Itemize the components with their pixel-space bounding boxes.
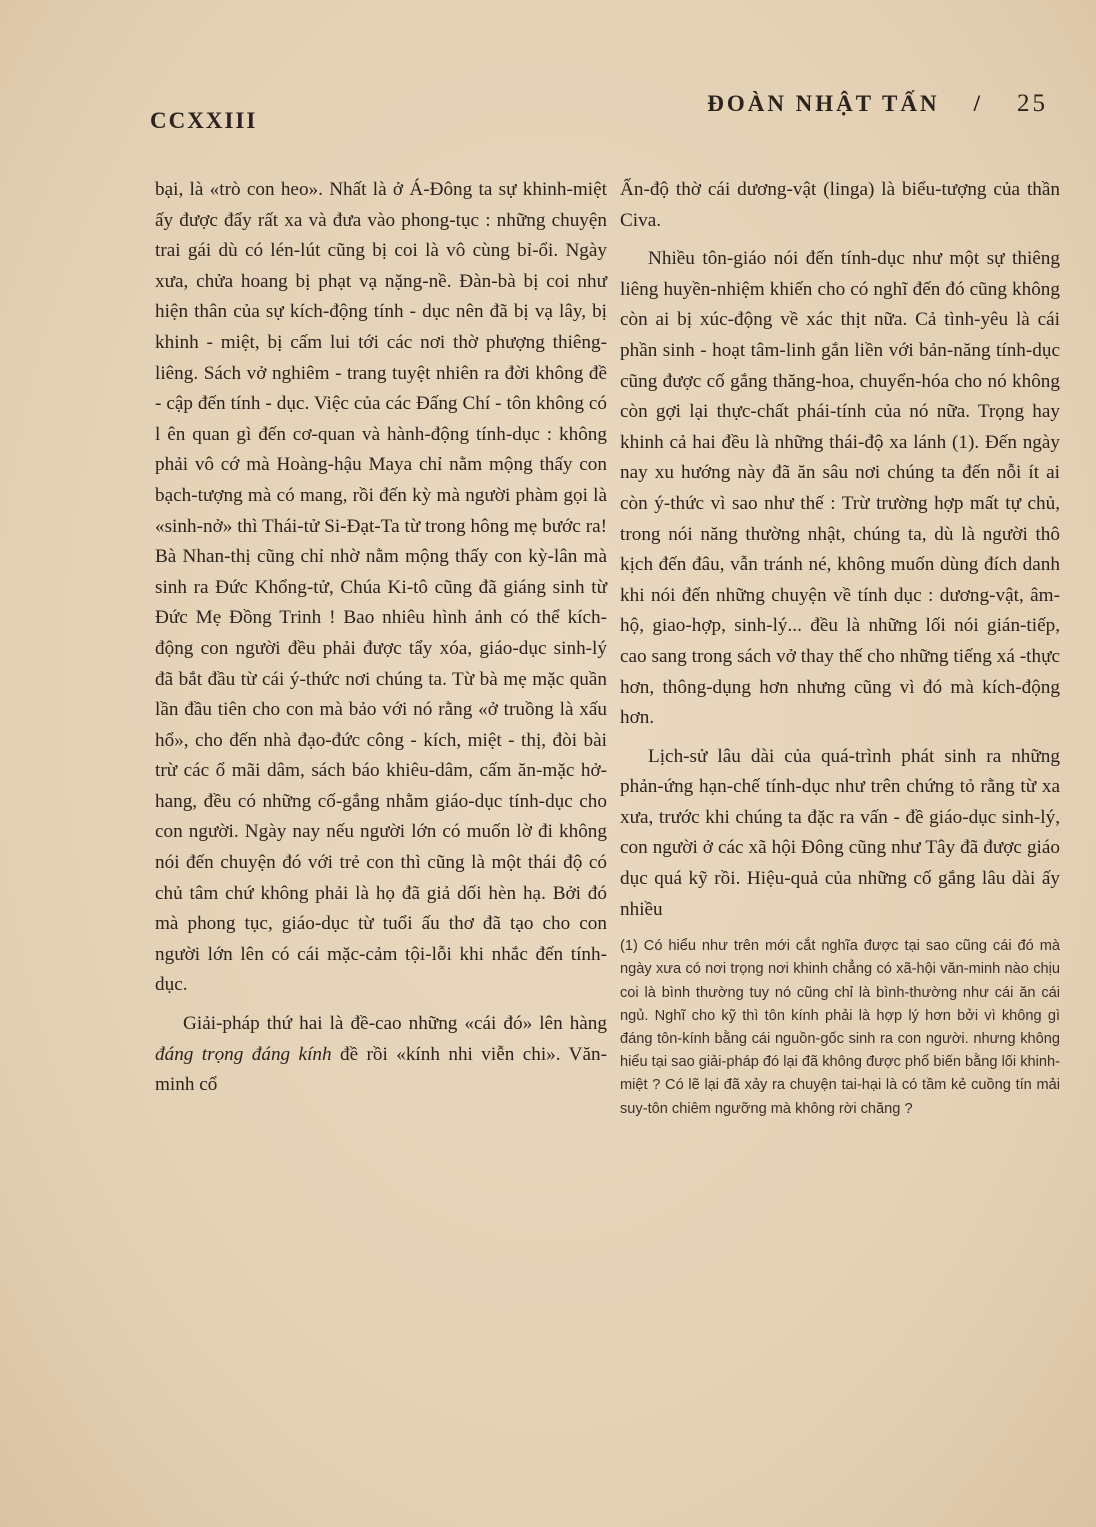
header-separator: / bbox=[973, 91, 983, 116]
left-column bbox=[155, 175, 607, 1101]
footnote-divider bbox=[620, 925, 1060, 935]
paragraph-text: đề rồi «kính nhi viễn chi». Văn-minh cổ bbox=[155, 1043, 607, 1096]
paragraph bbox=[155, 1009, 607, 1101]
paragraph: Lịch-sử lâu dài của quá-trình phát sinh ra những phản-ứng hạn-chế tính-dục như trên chứng tỏ rằng từ xa xưa, trước khi chúng ta đặc ra vấn - đề giáo-dục sinh-lý, con người ở các xã hội Đông cũng như Tây đã được giáo dục quá kỹ rồi. Hiệu-quả của những cố gắng lâu dài ấy nhiều bbox=[620, 745, 1060, 920]
paragraph: Ấn-độ thờ cái dương-vật (linga) là biểu-tượng của thần Civa. bbox=[620, 179, 1060, 231]
paragraph: bại, là «trò con heo». Nhất là ở Á-Đông ta sự khinh-miệt ấy được đẩy rất xa và đưa vào phong-tục : những chuyện trai gái dù có lén-lút cũng bị coi là vô cùng bỉ-ổi. Ngày xưa, chửa hoang bị phạt vạ nặng-nề. Đàn-bà bị coi như hiện thân của sự kích-động tính - dục nên đã bị vạ lây, bị khinh - miệt, bị cấm lui tới các nơi thờ phượng thiêng-liêng. Sách vở nghiêm - trang tuyệt nhiên ra đời không đề - cập đến tính - dục. Việc của các Đấng Chí - tôn không có l ên quan gì đến cơ-quan và hành-động tính-dục : không phải vô cớ mà Hoàng-hậu Maya chỉ nằm mộng thấy con bạch-tượng mà có mang, rồi đến kỳ mà người phàm gọi là «sinh-nở» thì Thái-tử Si-Đạt-Ta từ trong hông mẹ bước ra! Bà Nhan-thị cũng chỉ nhờ nằm mộng thấy con kỳ-lân mà sinh ra Đức Khổng-tử, Chúa Ki-tô cũng đã giáng sinh từ Đức Mẹ Đồng Trinh ! Bao nhiêu hình ảnh có thể kích-động con người đều phải được tẩy xóa, giáo-dục sinh-lý đã bắt đầu từ cái ý-thức nơi chúng ta. Từ bà mẹ mặc quần lần đầu tiên cho con mà bảo với nó rằng «ở truồng là xấu hổ», cho đến nhà đạo-đức công - kích, miệt - thị, đòi bài trừ các ổ mãi dâm, sách báo khiêu-dâm, cấm ăn-mặc hở-hang, đều có những cố-gắng nhằm giáo-dục tính-dục cho con người. Ngày nay nếu người lớn có muốn lờ đi không nói đến chuyện đó với trẻ con thì cũng là một thái độ có chủ tâm chứ không phải là họ đã giả dối hèn hạ. Bởi đó mà phong tục, giáo-dục từ tuổi ấu thơ đã tạo cho con người lớn lên có cái mặc-cảm tội-lỗi khi nhắc đến tính-dục. bbox=[155, 179, 607, 996]
running-header bbox=[707, 90, 1048, 118]
chapter-number: CCXXIII bbox=[150, 108, 258, 133]
page-number: 25 bbox=[1017, 90, 1048, 117]
footnote: (1) Có hiểu như trên mới cắt nghĩa được tại sao cũng cái đó mà ngày xưa có nơi trọng nơi khinh chẳng có xã-hội văn-minh nào chịu coi là bình thường tuy nó cũng chỉ là bình-thường như cái ăn cái ngủ. Nghĩ cho kỹ thì tôn kính phải là hợp lý hơn bởi vì không gì đáng tôn-kính bằng cái nguồn-gốc sinh ra con người. nhưng không hiểu tại sao giải-pháp đó lại đã không được phổ biến bằng lối khinh-miệt ? Có lẽ lại đã xảy ra chuyện tai-hại là có tầm kẻ cuồng tín mải suy-tôn chiêm ngưỡng mà không rời chăng ? bbox=[620, 938, 1060, 1117]
emphasis-text: đáng trọng đáng kính bbox=[155, 1043, 332, 1065]
paragraph: Nhiều tôn-giáo nói đến tính-dục như một sự thiêng liêng huyền-nhiệm khiến cho có nghĩ đến đó cũng không còn ai bị xúc-động về xác thịt nữa. Cả tình-yêu là cái phần sinh - hoạt tâm-linh gắn liền với bản-năng tính-dục cũng được cố gắng thăng-hoa, chuyển-hóa cho nó không còn gợi lại thực-chất phái-tính của nó nữa. Trọng hay khinh cả hai đều là những thái-độ xa lánh (1). Đến ngày nay xu hướng này đã ăn sâu nơi chúng ta đến nỗi ít ai còn ý-thức vì sao như thế : Trừ trường hợp mất tự chủ, trong nói năng thường nhật, chúng ta, dù là người thô kịch đến đâu, vẫn tránh né, không muốn dùng đích danh khi nói đến những chuyện về tính dục : dương-vật, âm-hộ, giao-hợp, sinh-lý... đều là những lối nói gián-tiếp, cao sang trong sách vở thay thế cho những tiếng xá -thực hơn, thông-dụng hơn nhưng cũng vì đó mà kích-động hơn. bbox=[620, 248, 1060, 729]
paragraph-text: Giải-pháp thứ hai là đề-cao những «cái đó» lên hàng bbox=[183, 1013, 607, 1035]
right-column bbox=[620, 175, 1060, 1121]
author-name: ĐOÀN NHẬT TẤN bbox=[707, 91, 940, 116]
